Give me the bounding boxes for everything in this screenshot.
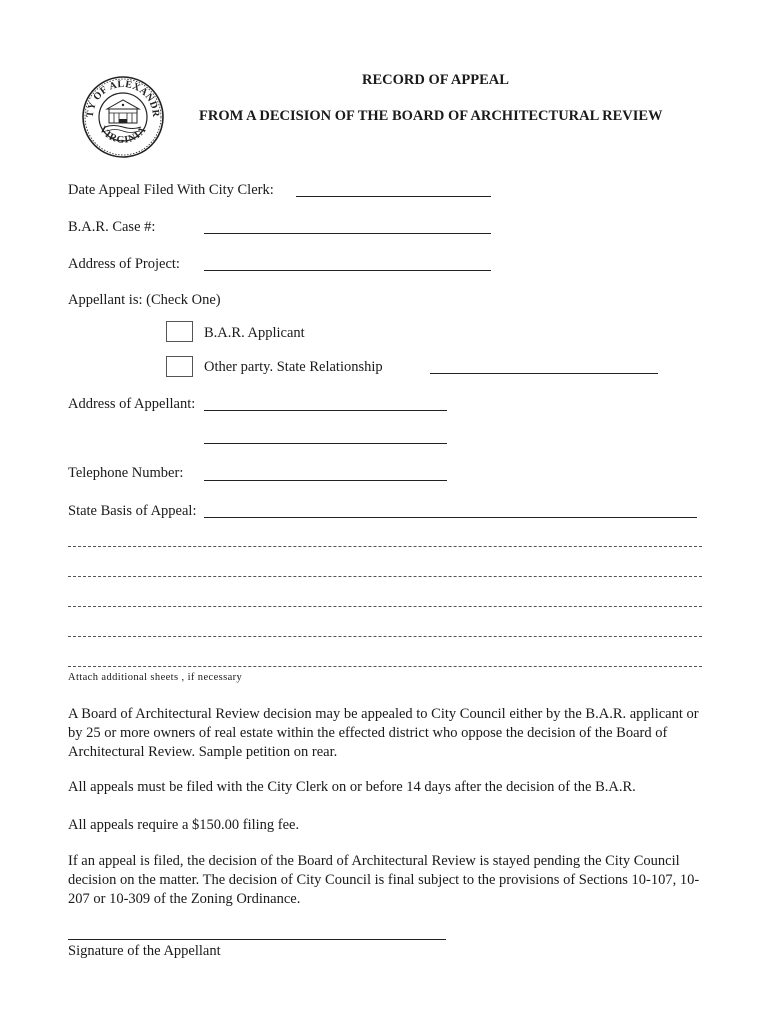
date-filed-field[interactable] (296, 196, 491, 197)
city-seal (81, 75, 165, 159)
signature-field[interactable] (68, 939, 446, 940)
basis-field-line-3[interactable] (68, 576, 702, 577)
basis-field-line-4[interactable] (68, 606, 702, 607)
basis-field-line-2[interactable] (68, 546, 702, 547)
applicant-option-label: B.A.R. Applicant (204, 325, 305, 341)
attach-note: Attach additional sheets , if necessary (68, 672, 243, 683)
filing-fee-paragraph: All appeals require a $150.00 filing fee. (68, 817, 300, 833)
project-address-field[interactable] (204, 270, 491, 271)
signature-label: Signature of the Appellant (68, 943, 221, 959)
other-party-option-label: Other party. State Relationship (204, 359, 383, 375)
form-subtitle: FROM A DECISION OF THE BOARD OF ARCHITECTURAL REVIEW (199, 108, 663, 124)
date-filed-label: Date Appeal Filed With City Clerk: (68, 182, 274, 198)
project-address-label: Address of Project: (68, 256, 180, 272)
form-title: RECORD OF APPEAL (362, 72, 509, 88)
appellant-address-field-1[interactable] (204, 410, 447, 411)
appeal-info-paragraph: A Board of Architectural Review decision may be appealed to City Council either by the B.A.R. applicant or by 25 or more owners of real estate within the effected district who oppose the decision of the Board of Architectural Review. Sample petition on rear. (68, 706, 699, 760)
relationship-field[interactable] (430, 373, 658, 374)
case-number-label: B.A.R. Case #: (68, 219, 156, 235)
basis-field-line-6[interactable] (68, 666, 702, 667)
other-party-checkbox[interactable] (166, 356, 193, 377)
appellant-address-label: Address of Appellant: (68, 396, 196, 412)
filing-deadline-paragraph: All appeals must be filed with the City Clerk on or before 14 days after the decision of the B.A.R. (68, 779, 636, 795)
appellant-address-field-2[interactable] (204, 443, 447, 444)
stay-pending-paragraph: If an appeal is filed, the decision of the Board of Architectural Review is stayed pending the City Council decision on the matter. The decision of City Council is final subject to the provisions of Sections 10-107, 10-207 or 10-309 of the Zoning Ordinance. (68, 853, 700, 907)
basis-label: State Basis of Appeal: (68, 503, 197, 519)
basis-field-line-1[interactable] (204, 517, 697, 518)
seal-top-text: TY OF ALEXANDR (84, 78, 162, 118)
appellant-type-label: Appellant is: (Check One) (68, 292, 221, 308)
seal-bottom-text: VIRGINIA (96, 124, 150, 146)
case-number-field[interactable] (204, 233, 491, 234)
telephone-label: Telephone Number: (68, 465, 184, 481)
telephone-field[interactable] (204, 480, 447, 481)
svg-text:VIRGINIA (97, 124, 149, 146)
svg-text:CITY OF ALEXANDRIA (81, 75, 161, 118)
basis-field-line-5[interactable] (68, 636, 702, 637)
applicant-checkbox[interactable] (166, 321, 193, 342)
city-seal-graphic (81, 75, 165, 159)
